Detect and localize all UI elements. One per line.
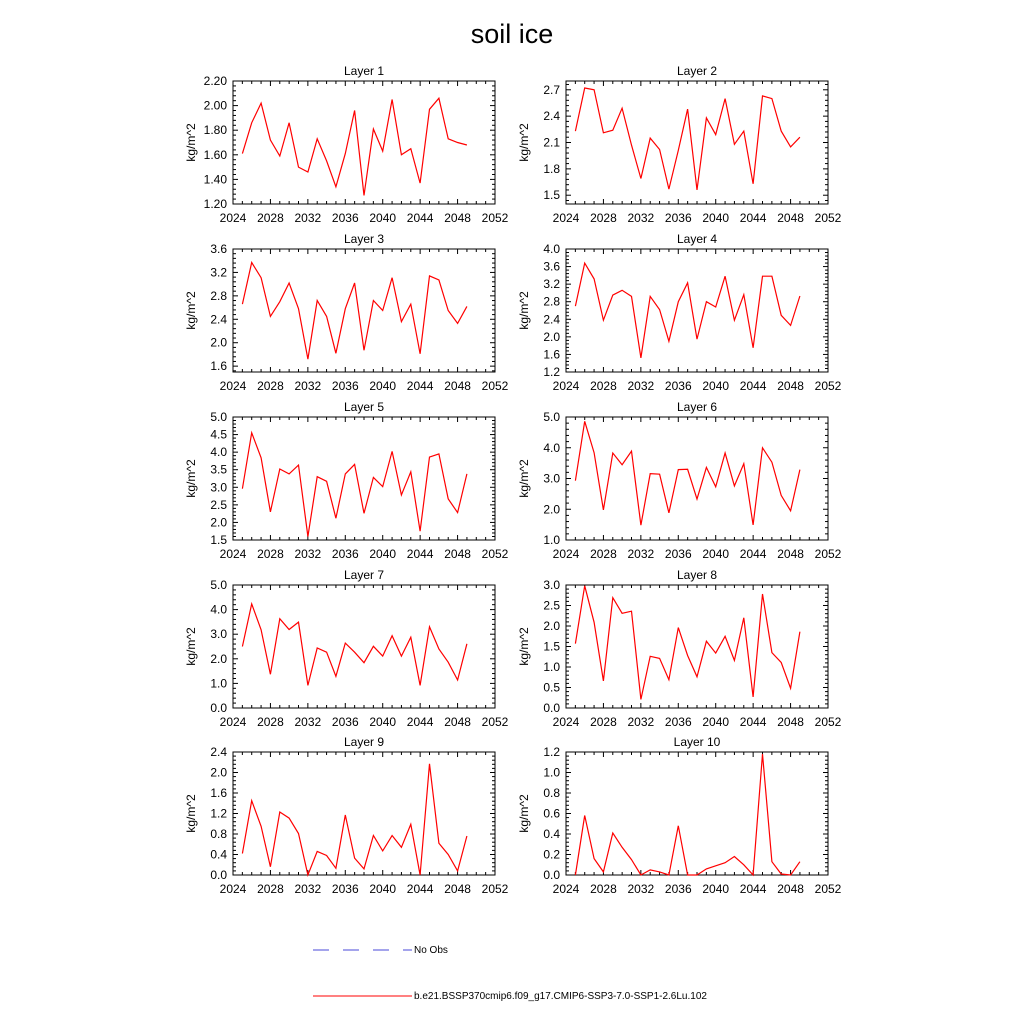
x-tick-label: 2036 <box>664 882 692 896</box>
y-tick-label: 3.6 <box>543 259 560 274</box>
x-tick-label: 2024 <box>219 211 247 225</box>
panel-10 <box>517 735 842 896</box>
x-tick-label: 2024 <box>552 715 580 729</box>
x-tick-label: 2028 <box>257 715 284 729</box>
plot-frame <box>566 417 828 540</box>
panel-4 <box>517 232 842 393</box>
panel-title: Layer 8 <box>676 568 718 582</box>
y-tick-label: 1.0 <box>543 660 560 674</box>
y-tick-label: 1.6 <box>210 786 227 800</box>
x-tick-label: 2032 <box>627 211 655 225</box>
x-tick-label: 2040 <box>702 547 730 561</box>
y-tick-label: 1.0 <box>210 676 227 691</box>
y-tick-label: 2.7 <box>543 82 560 97</box>
y-tick-label: 4.0 <box>210 602 227 617</box>
y-tick-label: 0.4 <box>543 827 560 841</box>
x-tick-label: 2040 <box>702 379 730 393</box>
y-tick-label: 1.80 <box>203 123 227 138</box>
x-tick-label: 2052 <box>814 379 842 393</box>
x-tick-label: 2028 <box>257 547 284 561</box>
x-tick-label: 2028 <box>590 547 617 561</box>
y-tick-label: 3.5 <box>210 462 227 477</box>
x-tick-label: 2028 <box>257 211 284 225</box>
x-tick-label: 2024 <box>552 379 580 393</box>
x-tick-label: 2044 <box>739 211 767 225</box>
x-tick-label: 2052 <box>814 715 842 729</box>
y-tick-label: 1.0 <box>543 765 560 780</box>
x-tick-label: 2036 <box>664 715 692 729</box>
y-tick-label: 2.0 <box>543 329 560 344</box>
x-tick-label: 2036 <box>331 882 359 896</box>
x-tick-label: 2052 <box>481 547 509 561</box>
x-tick-label: 2048 <box>444 211 471 225</box>
y-axis-label: kg/m^2 <box>517 459 531 498</box>
x-tick-label: 2028 <box>590 882 617 896</box>
x-tick-label: 2048 <box>444 715 471 729</box>
y-axis-label: kg/m^2 <box>184 291 198 330</box>
y-tick-label: 1.5 <box>543 639 560 654</box>
plot-frame <box>233 585 495 708</box>
y-tick-label: 1.2 <box>210 806 227 821</box>
y-axis-label: kg/m^2 <box>184 459 198 498</box>
y-tick-label: 3.0 <box>210 627 227 642</box>
x-tick-label: 2044 <box>739 547 767 561</box>
panel-8 <box>517 568 842 729</box>
y-axis-label: kg/m^2 <box>517 291 531 330</box>
series-line <box>242 604 467 686</box>
x-tick-label: 2052 <box>814 547 842 561</box>
series-line <box>242 263 467 360</box>
x-tick-label: 2048 <box>777 547 804 561</box>
x-tick-label: 2040 <box>702 715 730 729</box>
y-tick-label: 1.8 <box>543 161 560 176</box>
panel-title: Layer 3 <box>343 232 385 246</box>
y-tick-label: 0.0 <box>543 701 560 715</box>
y-tick-label: 0.8 <box>543 786 560 800</box>
x-tick-label: 2052 <box>481 211 509 225</box>
x-tick-label: 2048 <box>444 547 471 561</box>
x-tick-label: 2040 <box>369 715 397 729</box>
y-tick-label: 1.2 <box>543 745 560 759</box>
series-line <box>575 421 800 525</box>
y-tick-label: 1.60 <box>203 147 227 162</box>
x-tick-label: 2036 <box>331 211 359 225</box>
x-tick-label: 2024 <box>219 547 247 561</box>
y-tick-label: 2.0 <box>210 651 227 666</box>
x-tick-label: 2048 <box>444 379 471 393</box>
y-tick-label: 4.0 <box>543 440 560 455</box>
panel-title: Layer 4 <box>676 232 718 246</box>
y-tick-label: 2.1 <box>543 135 560 150</box>
x-tick-label: 2032 <box>294 547 322 561</box>
y-tick-label: 4.0 <box>543 242 560 256</box>
x-tick-label: 2028 <box>590 379 617 393</box>
y-axis-label: kg/m^2 <box>184 123 198 162</box>
x-tick-label: 2028 <box>257 882 284 896</box>
x-tick-label: 2040 <box>369 211 397 225</box>
y-tick-label: 3.0 <box>210 480 227 495</box>
series-line <box>575 88 800 190</box>
x-tick-label: 2052 <box>814 882 842 896</box>
y-tick-label: 2.8 <box>210 288 227 303</box>
panel-title: Layer 9 <box>343 735 385 749</box>
series-line <box>242 98 467 195</box>
panel-title: Layer 7 <box>343 568 385 582</box>
x-tick-label: 2036 <box>331 379 359 393</box>
x-tick-label: 2036 <box>664 379 692 393</box>
x-tick-label: 2036 <box>664 547 692 561</box>
series-line <box>575 754 800 875</box>
y-tick-label: 2.0 <box>543 619 560 633</box>
x-tick-label: 2024 <box>552 547 580 561</box>
y-tick-label: 4.0 <box>210 445 227 460</box>
x-tick-label: 2028 <box>590 211 617 225</box>
x-tick-label: 2044 <box>406 547 434 561</box>
x-tick-label: 2032 <box>294 211 322 225</box>
panel-3 <box>184 232 509 393</box>
x-tick-label: 2024 <box>219 379 247 393</box>
y-tick-label: 2.4 <box>543 312 560 327</box>
y-tick-label: 5.0 <box>543 410 560 424</box>
y-axis-label: kg/m^2 <box>184 794 198 833</box>
x-tick-label: 2024 <box>219 882 247 896</box>
y-tick-label: 0.0 <box>543 868 560 882</box>
figure-title: soil ice <box>470 19 554 49</box>
y-tick-label: 1.6 <box>210 359 227 374</box>
y-tick-label: 3.0 <box>543 578 560 592</box>
y-axis-label: kg/m^2 <box>517 794 531 833</box>
x-tick-label: 2052 <box>481 882 509 896</box>
y-tick-label: 1.5 <box>210 533 227 547</box>
x-tick-label: 2032 <box>627 882 655 896</box>
x-tick-label: 2044 <box>406 379 434 393</box>
x-tick-label: 2032 <box>294 379 322 393</box>
panel-5 <box>184 400 509 561</box>
x-tick-label: 2044 <box>739 379 767 393</box>
x-tick-label: 2040 <box>702 882 730 896</box>
y-tick-label: 0.0 <box>210 701 227 715</box>
x-tick-label: 2032 <box>294 882 322 896</box>
y-tick-label: 2.00 <box>203 98 227 113</box>
y-tick-label: 2.0 <box>543 502 560 517</box>
legend-label-no-obs: No Obs <box>414 945 448 956</box>
y-tick-label: 2.0 <box>210 765 227 780</box>
x-tick-label: 2032 <box>294 715 322 729</box>
panel-title: Layer 6 <box>676 400 718 414</box>
y-tick-label: 3.2 <box>210 265 227 280</box>
x-tick-label: 2040 <box>369 547 397 561</box>
y-tick-label: 0.2 <box>543 847 560 862</box>
series-line <box>575 586 800 700</box>
y-tick-label: 0.0 <box>210 868 227 882</box>
y-tick-label: 2.4 <box>210 312 227 327</box>
y-tick-label: 3.6 <box>210 242 227 256</box>
x-tick-label: 2036 <box>664 211 692 225</box>
legend-label-model-run: b.e21.BSSP370cmip6.f09_g17.CMIP6-SSP3-7.0-SSP1-2.6Lu.102 <box>414 991 707 1002</box>
y-tick-label: 1.40 <box>203 172 227 187</box>
panels-grid <box>184 64 842 896</box>
x-tick-label: 2040 <box>369 882 397 896</box>
y-axis-label: kg/m^2 <box>517 627 531 666</box>
x-tick-label: 2036 <box>331 715 359 729</box>
plot-frame <box>233 417 495 540</box>
x-tick-label: 2032 <box>627 547 655 561</box>
x-tick-label: 2052 <box>814 211 842 225</box>
y-tick-label: 3.0 <box>543 471 560 486</box>
panel-1 <box>184 64 509 225</box>
panel-7 <box>184 568 509 729</box>
plot-frame <box>233 249 495 372</box>
series-line <box>242 433 467 537</box>
x-tick-label: 2048 <box>777 882 804 896</box>
x-tick-label: 2036 <box>331 547 359 561</box>
y-tick-label: 2.5 <box>543 598 560 613</box>
y-axis-label: kg/m^2 <box>517 123 531 162</box>
y-tick-label: 0.6 <box>543 806 560 821</box>
y-tick-label: 2.4 <box>210 745 227 759</box>
x-tick-label: 2032 <box>627 379 655 393</box>
x-tick-label: 2024 <box>552 211 580 225</box>
series-line <box>242 764 467 875</box>
y-axis-label: kg/m^2 <box>184 627 198 666</box>
y-tick-label: 0.5 <box>543 680 560 695</box>
y-tick-label: 1.2 <box>543 365 560 379</box>
y-tick-label: 1.6 <box>543 347 560 362</box>
x-tick-label: 2052 <box>481 715 509 729</box>
y-tick-label: 1.20 <box>203 197 227 211</box>
y-tick-label: 5.0 <box>210 578 227 592</box>
x-tick-label: 2044 <box>739 715 767 729</box>
y-tick-label: 1.0 <box>543 533 560 547</box>
x-tick-label: 2028 <box>257 379 284 393</box>
x-tick-label: 2044 <box>406 882 434 896</box>
y-tick-label: 2.4 <box>543 109 560 124</box>
y-tick-label: 2.5 <box>210 497 227 512</box>
plot-frame <box>566 585 828 708</box>
x-tick-label: 2044 <box>406 715 434 729</box>
y-tick-label: 3.2 <box>543 277 560 292</box>
y-tick-label: 1.5 <box>543 188 560 203</box>
panel-title: Layer 1 <box>343 64 385 78</box>
x-tick-label: 2028 <box>590 715 617 729</box>
x-tick-label: 2048 <box>777 211 804 225</box>
panel-title: Layer 10 <box>673 735 721 749</box>
panel-title: Layer 5 <box>343 400 385 414</box>
x-tick-label: 2040 <box>369 379 397 393</box>
legend <box>313 945 707 1002</box>
plot-frame <box>566 752 828 875</box>
x-tick-label: 2048 <box>444 882 471 896</box>
x-tick-label: 2024 <box>552 882 580 896</box>
panel-6 <box>517 400 842 561</box>
panel-9 <box>184 735 509 896</box>
panel-2 <box>517 64 842 225</box>
plot-frame <box>566 249 828 372</box>
x-tick-label: 2048 <box>777 379 804 393</box>
x-tick-label: 2024 <box>219 715 247 729</box>
y-tick-label: 2.8 <box>543 294 560 309</box>
panel-title: Layer 2 <box>676 64 718 78</box>
x-tick-label: 2048 <box>777 715 804 729</box>
y-tick-label: 2.20 <box>203 74 227 88</box>
y-tick-label: 4.5 <box>210 427 227 442</box>
y-tick-label: 5.0 <box>210 410 227 424</box>
x-tick-label: 2040 <box>702 211 730 225</box>
x-tick-label: 2032 <box>627 715 655 729</box>
x-tick-label: 2044 <box>406 211 434 225</box>
y-tick-label: 0.8 <box>210 827 227 841</box>
y-tick-label: 2.0 <box>210 335 227 350</box>
y-tick-label: 2.0 <box>210 515 227 530</box>
x-tick-label: 2044 <box>739 882 767 896</box>
x-tick-label: 2052 <box>481 379 509 393</box>
y-tick-label: 0.4 <box>210 847 227 862</box>
series-line <box>575 263 800 358</box>
